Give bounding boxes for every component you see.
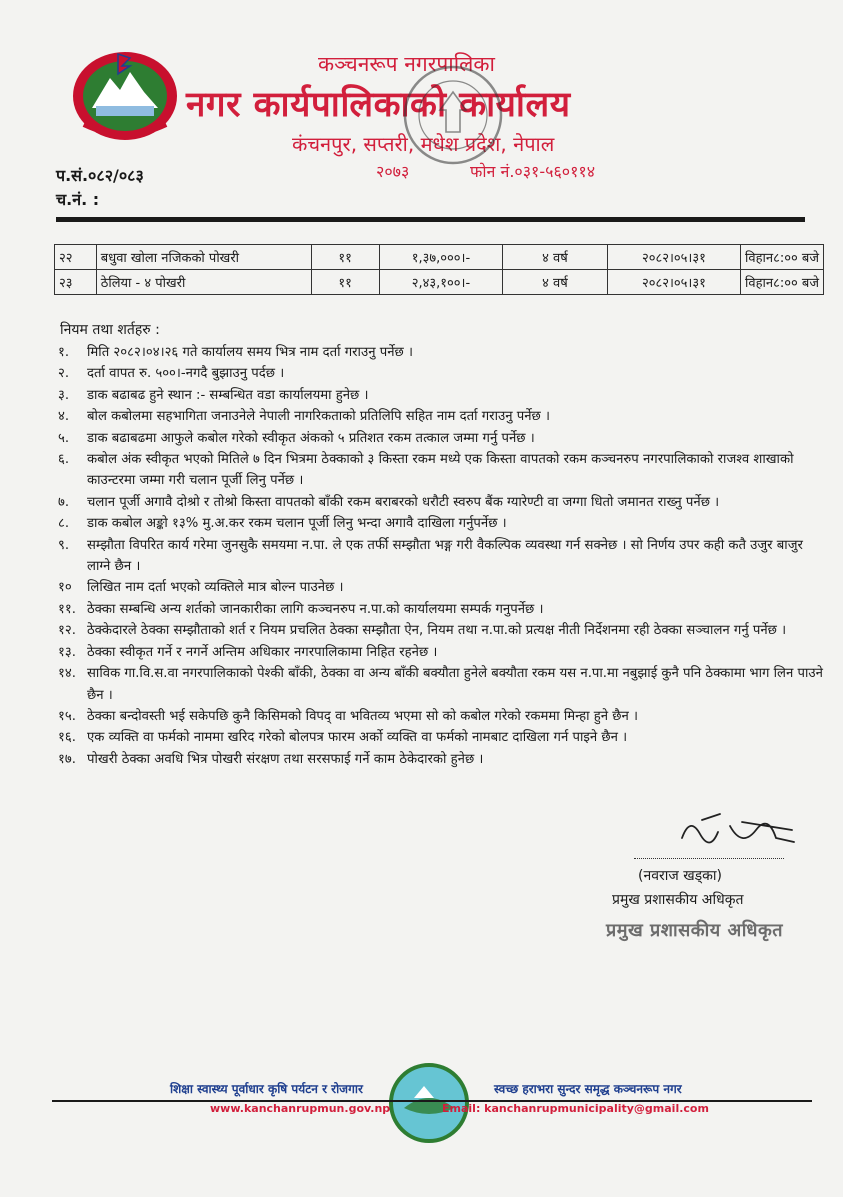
rule-number: १३. [58, 644, 76, 660]
handwritten-signature-icon [672, 808, 802, 862]
header-divider [56, 217, 805, 222]
round-seal-stamp-icon [398, 40, 508, 190]
rule-number: ६. [58, 452, 70, 468]
time-cell: विहान८:०० बजे [741, 270, 824, 295]
list-item [58, 428, 828, 449]
office-title: नगर कार्यपालिकाको कार्यालय [186, 85, 571, 125]
footer-slogan-left: शिक्षा स्वास्थ्य पूर्वाधार कृषि पर्यटन र रोजगार [170, 1082, 363, 1096]
rule-text: कबोल अंक स्वीकृत भएको मितिले ७ दिन भित्रमा ठेक्काको ३ किस्ता रकम मध्ये एक किस्ता वापतको रकम कञ्चनरुप नगरपालिकाको राजश्व शाखाको काउन्टरमा जम्मा गरी चलान पूर्जी लिनु पर्नेछ । [87, 452, 794, 489]
serial-cell: २३ [55, 270, 97, 295]
signatory-title: प्रमुख प्रशासकीय अधिकृत [612, 892, 744, 908]
dispatch-number: च.नं. : [56, 190, 100, 209]
signatory-name: (नवराज खड्का) [638, 868, 722, 884]
office-address: कंचनपुर, सप्तरी, मधेश प्रदेश, नेपाल [292, 132, 555, 156]
rule-text: लिखित नाम दर्ता भएको व्यक्तिले मात्र बोल्न पाउनेछ । [87, 580, 344, 596]
rule-text: मिति २०८२।०४।२६ गते कार्यालय समय भित्र नाम दर्ता गराउनु पर्नेछ । [87, 345, 413, 360]
date-cell: २०८२।०५।३१ [607, 245, 740, 270]
list-item [58, 577, 828, 598]
rule-text: बोल कबोलमा सहभागिता जनाउनेले नेपाली नागरिकताको प्रतिलिपि सहित नाम दर्ता गराउनु पर्नेछ । [87, 409, 550, 425]
table-row [55, 245, 824, 270]
list-item [58, 363, 828, 384]
amount-cell: १,३७,०००।- [379, 245, 502, 270]
rule-number: ११. [58, 601, 76, 617]
rules-list [58, 342, 828, 770]
list-item [58, 749, 828, 770]
date-cell: २०८२।०५।३१ [607, 270, 740, 295]
rule-number: १६. [58, 730, 76, 746]
list-item [58, 535, 828, 578]
municipality-name: कञ्चनरूप नगरपालिका [318, 52, 495, 76]
rules-heading: नियम तथा शर्तहरु : [60, 322, 160, 338]
rule-text: दर्ता वापत रु. ५००।-नगदै बुझाउनु पर्दछ । [87, 366, 285, 382]
rule-number: ३. [58, 387, 70, 403]
list-item [58, 513, 828, 534]
rule-text: ठेक्का बन्दोवस्ती भई सकेपछि कुनै किसिमको विपद् वा भवितव्य भएमा सो को कबोल गरेको रकममा मिन्हा हुने छैन । [87, 708, 639, 724]
rule-number: १५. [58, 708, 76, 724]
letter-reference-number: प.सं.०८२/०८३ [56, 166, 144, 185]
pond-name-cell: ठेलिया - ४ पोखरी [96, 270, 311, 295]
term-cell: ४ वर्ष [503, 245, 608, 270]
table-row [55, 270, 824, 295]
footer-slogan-right: स्वच्छ हराभरा सुन्दर समृद्ध कञ्चनरूप नगर [494, 1082, 682, 1096]
list-item [58, 449, 828, 492]
rule-text: सम्झौता विपरित कार्य गरेमा जुनसुकै समयमा न.पा. ले एक तर्फी सम्झौता भङ्ग गरी वैकल्पिक व्यवस्था गर्न सक्नेछ । सो निर्णय उपर कही कतै उजुर बाजुर लाग्ने छैन । [87, 537, 803, 575]
footer-website-link[interactable]: www.kanchanrupmun.gov.np [210, 1102, 391, 1115]
rule-text: डाक कबोल अङ्को १३% मु.अ.कर रकम चलान पूर्जी लिनु भन्दा अगावै दाखिला गर्नुपर्नेछ । [87, 516, 507, 532]
rule-number: १. [58, 345, 70, 360]
rule-number: १२. [58, 623, 76, 639]
office-phone: फोन नं.०३१-५६०११४ [470, 162, 596, 181]
rule-number: ७. [58, 494, 70, 510]
rule-number: ४. [58, 409, 70, 425]
signature-line [634, 858, 784, 859]
footer-email-link[interactable]: Email: kanchanrupmunicipality@gmail.com [442, 1102, 709, 1115]
rule-text: ठेक्का सम्बन्धि अन्य शर्तको जानकारीका लागि कञ्चनरुप न.पा.को कार्यालयमा सम्पर्क गनुपर्नेछ । [87, 601, 544, 617]
nepal-emblem-icon [66, 44, 184, 144]
rule-number: १४. [58, 666, 76, 682]
serial-cell: २२ [55, 245, 97, 270]
term-cell: ४ वर्ष [503, 270, 608, 295]
list-item [58, 727, 828, 748]
rule-number: १० [58, 580, 72, 596]
rule-number: ५. [58, 430, 70, 446]
rule-number: १७. [58, 751, 76, 767]
rule-number: २. [58, 366, 70, 382]
pond-auction-table [54, 244, 824, 295]
list-item [58, 706, 828, 727]
list-item [58, 342, 828, 363]
rule-text: पोखरी ठेक्का अवधि भित्र पोखरी संरक्षण तथा सरसफाई गर्ने काम ठेकेदारको हुनेछ । [87, 751, 484, 767]
list-item [58, 642, 828, 663]
rule-text: ठेक्केदारले ठेक्का सम्झौताको शर्त र नियम प्रचलित ठेक्का सम्झौता ऐन, नियम तथा न.पा.को प्रत्यक्ष नीती निर्देशनमा रही ठेक्का सञ्चालन गर्नु पर्नेछ । [87, 623, 787, 639]
rule-text: एक व्यक्ति वा फर्मको नाममा खरिद गरेको बोलपत्र फारम अर्को व्यक्ति वा फर्मको नामबाट दाखिला गर्न पाइने छैन । [87, 730, 628, 746]
list-item [58, 663, 828, 706]
ward-cell: ११ [311, 245, 379, 270]
designation-stamp: प्रमुख प्रशासकीय अधिकृत [606, 920, 784, 941]
established-year: २०७३ [376, 162, 410, 181]
list-item [58, 492, 828, 513]
rule-number: ९. [58, 537, 70, 553]
rule-text: चलान पूर्जी अगावै दोश्रो र तोश्रो किस्ता वापतको बाँकी रकम बराबरको धरौटी स्वरुप बैंक ग्यारेण्टी वा जग्गा धितो जमानत राख्नु पर्नेछ । [87, 494, 720, 510]
list-item [58, 385, 828, 406]
rule-number: ८. [58, 516, 70, 532]
rule-text: साविक गा.वि.स.वा नगरपालिकाको पेश्की बाँकी, ठेक्का वा अन्य बाँकी बक्यौता हुनेले बक्यौता रकम यस न.पा.मा नबुझाई कुनै पनि ठेक्कामा भाग लिन पाउने छैन । [87, 666, 823, 703]
pond-name-cell: बधुवा खोला नजिकको पोखरी [96, 245, 311, 270]
amount-cell: २,४३,१००।- [379, 270, 502, 295]
list-item [58, 406, 828, 427]
time-cell: विहान८:०० बजे [741, 245, 824, 270]
rule-text: डाक बढाबढ हुने स्थान :- सम्बन्धित वडा कार्यालयमा हुनेछ । [87, 387, 369, 403]
rule-text: डाक बढाबढमा आफुले कबोल गरेको स्वीकृत अंकको ५ प्रतिशत रकम तत्काल जम्मा गर्नु पर्नेछ । [87, 430, 535, 446]
list-item [58, 620, 828, 641]
rule-text: ठेक्का स्वीकृत गर्ने र नगर्ने अन्तिम अधिकार नगरपालिकामा निहित रहनेछ । [87, 644, 438, 660]
list-item [58, 599, 828, 620]
ward-cell: ११ [311, 270, 379, 295]
